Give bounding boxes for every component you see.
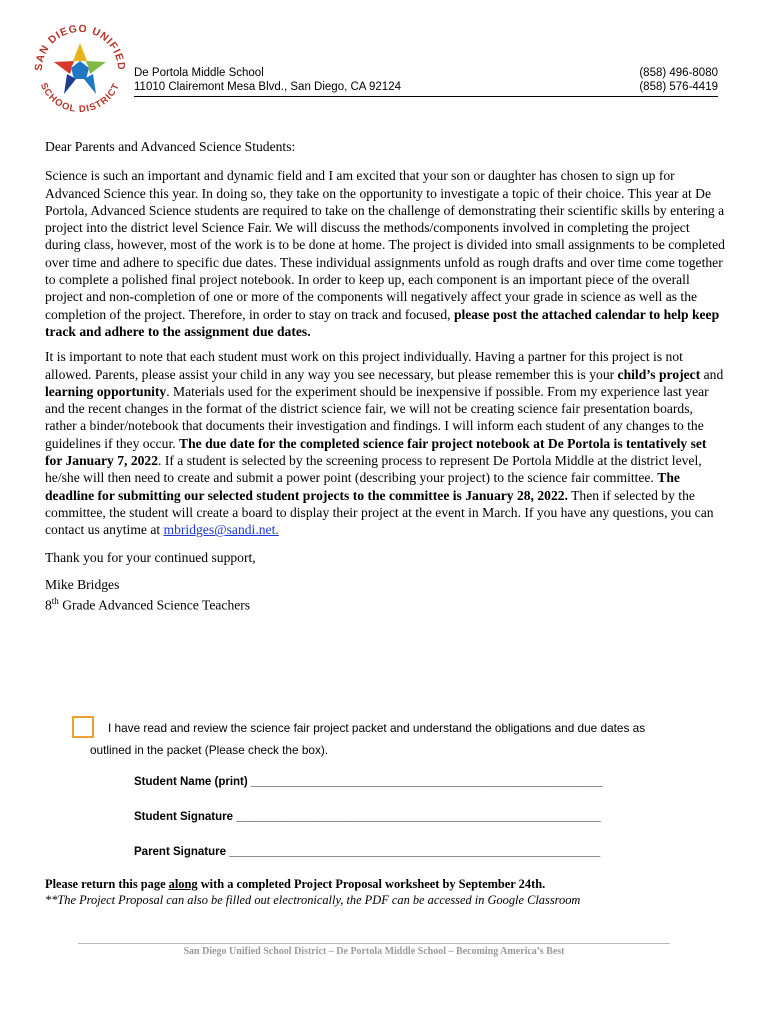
salutation: Dear Parents and Advanced Science Students:: [45, 139, 296, 154]
grade-number: 8: [45, 597, 52, 613]
return-emphasis: along: [168, 877, 198, 891]
acknowledge-checkbox[interactable]: [72, 716, 94, 738]
thanks-line: Thank you for your continued support,: [45, 549, 256, 565]
footer-divider: [78, 943, 670, 944]
electronic-note: **The Project Proposal can also be filled out electronically, the PDF can be accessed in Google Classroom: [45, 893, 581, 907]
logo-ring-top: SAN DIEGO UNIFIED: [32, 22, 128, 72]
acknowledgement-block: [72, 716, 712, 761]
return-text: Please return this page: [45, 877, 169, 891]
signature-block: [45, 576, 725, 614]
details-text: . If a student is selected by the screening process to represent De Portola Middle at the district level, he/she will then need to create and submit a power point (describing your project) to the science fair committee.: [45, 453, 702, 486]
email-link[interactable]: mbridges@sandi.net.: [163, 522, 279, 538]
details-text: It is important to note that each student must work on this project individually. Having a partner for this project is not allowed. Parents, please assist your child in any way you see necessary, but please remember this is your: [45, 349, 683, 382]
letter-body: [45, 138, 725, 614]
logo-ring-bottom: SCHOOL DISTRICT: [37, 81, 123, 116]
title-text: Grade Advanced Science Teachers: [58, 597, 251, 613]
grade-suffix: th: [51, 596, 59, 607]
signer-title: [45, 593, 725, 614]
due-date-emphasis: The due date for the completed science fair project notebook at De Portola is tentatively set for January 7, 2022: [45, 435, 707, 469]
phone-number: (858) 496-8080: [639, 67, 718, 79]
intro-emphasis: please post the attached calendar to help keep track and adhere to the assignment due dates.: [45, 306, 720, 339]
fax-number: (858) 576-4419: [639, 81, 718, 93]
acknowledge-text: I have read and review the science fair project packet and understand the obligations and due dates as: [108, 721, 646, 735]
page-footer: San Diego Unified School District – De Portola Middle School – Becoming America’s Best: [183, 946, 565, 957]
details-text: Then if selected by the committee, the student will create a board to display their project at the event in March. If you have any questions, you can contact us anytime at: [45, 487, 714, 538]
parent-signature-field[interactable]: Parent Signature __________________________________________________________: [134, 846, 601, 858]
school-name: De Portola Middle School: [134, 67, 264, 79]
details-text: and: [700, 366, 724, 382]
svg-text:SCHOOL DISTRICT: [38, 81, 123, 115]
intro-text: Science is such an important and dynamic field and I am excited that your son or daughter has chosen to sign up for Advanced Science this year. In doing so, they take on the opportunity to investigate a topic of their choice. This year at De Portola, Advanced Science students are required to take on the challenge of demonstrating their scientific skills by entering a project into the district level Science Fair. We will discuss the methods/components involved in completing the project during class, however, most of the work is to be done at home. The project is divided into small assignments to be completed over time and adhere to specific due dates. These individual assignments unfold as rough drafts and over time come together to complete a polished final project notebook. In order to keep up, each component is an important piece of the overall project and non-completion of one or more of the components will negatively affect your grade in science as well as the completion of the project. Therefore, in order to stay on track and focused,: [45, 168, 725, 322]
student-name-field[interactable]: Student Name (print) _______________________________________________________: [134, 776, 603, 788]
letterhead: [134, 66, 718, 97]
student-signature-field[interactable]: Student Signature _________________________________________________________: [134, 811, 601, 823]
paragraph-intro: [45, 167, 725, 340]
logo-star-icon: [54, 43, 106, 94]
paragraph-details: [45, 348, 725, 538]
acknowledge-text-cont: outlined in the packet (Please check the box).: [90, 743, 329, 757]
details-emphasis: child’s project: [617, 366, 701, 382]
deadline-emphasis: The deadline for submitting our selected student projects to the committee is January 28, 2022.: [45, 470, 680, 503]
return-text: with a completed Project Proposal worksheet by September 24th.: [197, 877, 546, 891]
district-logo: [28, 18, 132, 122]
school-address: 11010 Clairemont Mesa Blvd., San Diego, CA 92124: [134, 81, 401, 93]
details-text: . Materials used for the experiment should be inexpensive if possible. From my experience last year and the recent changes in the format of the district science fair, we will not be creating science fair presentation boards, rather a binder/notebook that documents their investigation and findings. I will inform each student of any changes to the guidelines if they occur.: [45, 383, 709, 451]
details-emphasis: learning opportunity: [45, 383, 167, 399]
signer-name: Mike Bridges: [45, 576, 120, 592]
return-instructions: [45, 876, 735, 908]
